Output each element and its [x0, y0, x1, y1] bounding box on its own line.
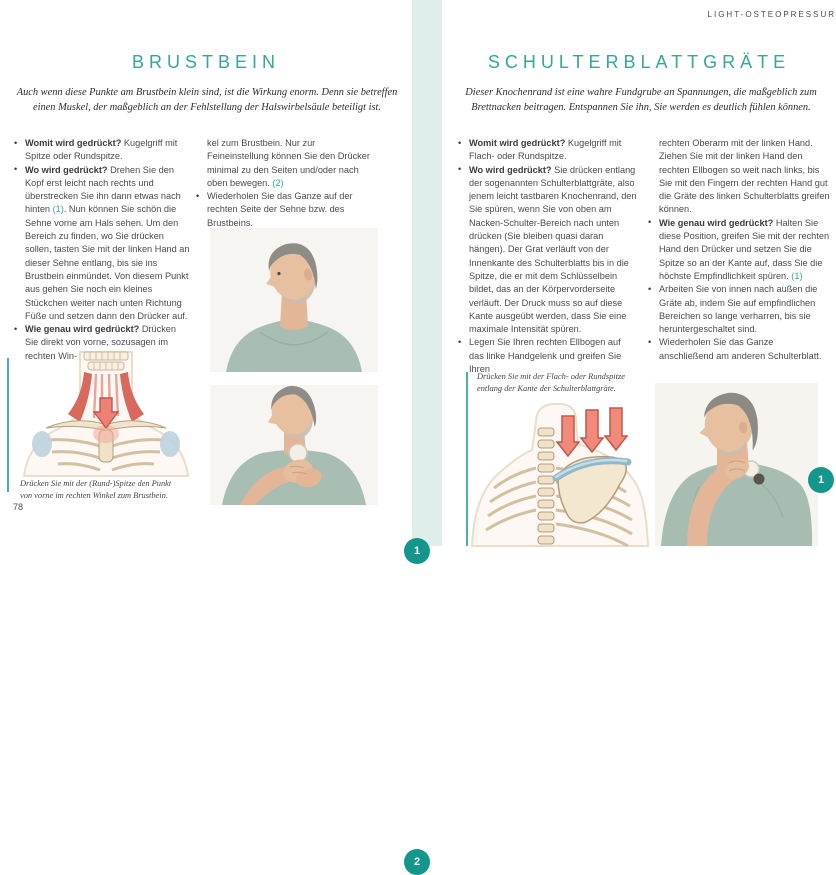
caption-rule: [7, 358, 9, 492]
left-text-column-2: [196, 137, 379, 230]
person-photo-illustration: [655, 383, 818, 546]
anatomy-back-svg: [468, 398, 650, 546]
step-reference: (2): [272, 177, 284, 188]
right-intro-text: Dieser Knochenrand ist eine wahre Fundgrube an Spannungen, die maßgeblich zum Brettnacken beitragen. Entspannen Sie ihn, Sie werden es deutlich fühlen können.: [465, 87, 817, 113]
bold-lead: Womit wird gedrückt?: [25, 138, 122, 148]
left-page-title: BRUSTBEIN: [131, 52, 281, 72]
page-gutter: [412, 0, 442, 546]
pressure-tool-tip: [754, 474, 765, 485]
paragraph: kel zum Brustbein. Nur zur Feineinstellung können Sie den Drücker minimal zu den Seiten und/oder nach oben bewegen. (2): [207, 138, 370, 188]
paragraph: • Womit wird gedrückt? Kugelgriff mit Spitze oder Rundspitze.: [14, 137, 191, 164]
photo-pressing-shoulder: [655, 383, 818, 546]
paragraph: • Wo wird gedrückt? Drehen Sie den Kopf erst leicht nach rechts und überstrecken Sie ihn dann etwas nach hinten (1). Nun können Sie schön die Sehne vorne am Hals sehen. Um den Bereich zu finden, wo Sie drücken sollen, tasten Sie mit der linken Hand an dieser Sehne entlang, bis sie ins Brustbein einmündet. Von diesem Punkt aus gehen Sie noch ein kleines Stückchen weiter nach unten Richtung Füße und setzen dann den Drücker auf.: [14, 164, 191, 324]
right-text-column-2: [648, 137, 830, 363]
figure-caption: Drücken Sie mit der (Rund-)Spitze den Punkt von vorne im rechten Winkel zum Brustbein.: [20, 479, 172, 500]
bold-lead: Womit wird gedrückt?: [469, 138, 566, 148]
right-page-title: SCHULTERBLATTGRÄTE: [487, 52, 791, 72]
shoulder-joint-right: [160, 431, 180, 457]
anatomy-front-svg: [18, 352, 194, 476]
figure-caption: Drücken Sie mit der Flach- oder Rundspitze entlang der Kante der Schulterblattgräte.: [477, 372, 625, 393]
paragraph: • Wo wird gedrückt? Sie drücken entlang der sogenannten Schulterblattgräte, also jenem leicht tastbaren Knochenrand, den Sie spüren, wenn Sie von oben am Nacken-Schulter-Bereich nach unten drücken (Sie bleiben quasi daran hängen). Der Grat verläuft von der Innenkante des Schulterblatts bis in die Spitze, die er mit dem Schlüsselbein bildet, das an der Körpervorderseite verläuft. Der Druck muss so auf diese Kante ausgeübt werden, dass Sie eine maximale Intensität spüren.: [458, 164, 638, 337]
bold-lead: Wo wird gedrückt?: [25, 164, 108, 175]
step-badge-2: 2: [404, 849, 430, 875]
left-text-column-1: [14, 137, 191, 363]
sternum-anatomy-illustration: [18, 352, 194, 476]
scapula-anatomy-illustration: [468, 398, 650, 546]
bold-lead: Wie genau wird gedrückt?: [659, 217, 774, 228]
shoulder-joint-left: [32, 431, 52, 457]
person-photo-illustration: [210, 385, 378, 505]
step-badge-1: 1: [404, 538, 430, 564]
paragraph: • Wie genau wird gedrückt? Drücken Sie direkt von vorne, sozusagen im rechten Win-: [14, 323, 191, 363]
paragraph: rechten Oberarm mit der linken Hand. Ziehen Sie mit der linken Hand den rechten Ellbogen so weit nach links, bis Sie mit den Fingern der rechten Hand gut die Gräte des linken Schulterblatts greifen können.: [659, 138, 830, 215]
bold-lead: Wo wird gedrückt?: [469, 164, 552, 175]
paragraph: • Arbeiten Sie von innen nach außen die Gräte ab, indem Sie auf empfindlichen Bereichen so lange verharren, bis sie heruntergeschaltet sind.: [648, 283, 830, 336]
bold-lead: Wie genau wird gedrückt?: [25, 324, 140, 335]
step-badge-1: 1: [808, 467, 834, 493]
photo-pressing-sternum: [210, 385, 421, 868]
paragraph: • Legen Sie Ihren rechten Ellbogen auf das linke Handgelenk und greifen Sie Ihren: [458, 336, 638, 376]
person-photo-illustration: [210, 228, 378, 372]
step-reference: (1): [791, 270, 803, 281]
pressure-tool-ball: [289, 444, 307, 462]
paragraph: • Womit wird gedrückt? Kugelgriff mit Flach- oder Rundspitze.: [458, 137, 638, 164]
paragraph: • Wiederholen Sie das Ganze auf der rechten Seite der Sehne bzw. des Brustbeins.: [196, 190, 379, 230]
left-intro-text: Auch wenn diese Punkte am Brustbein klein sind, ist die Wirkung enorm. Denn sie betreffen einen Muskel, der maßgeblich an der Fehlstellung der Halswirbelsäule beteiligt ist.: [16, 87, 398, 113]
right-text-column-1: [458, 137, 638, 376]
paragraph: • Wie genau wird gedrückt? Halten Sie diese Position, greifen Sie mit der rechten Hand den Drücker und setzen Sie die Spitze so an der Kante auf, dass Sie die höchste Empfindlichkeit spüren. (1): [648, 217, 830, 283]
photo-head-turned: [210, 228, 421, 557]
page-number: 78: [13, 502, 24, 512]
step-reference: (1): [52, 204, 64, 215]
running-head: LIGHT-OSTEOPRESSUR: [707, 10, 836, 19]
paragraph: • Wiederholen Sie das Ganze anschließend am anderen Schulterblatt.: [648, 336, 830, 363]
